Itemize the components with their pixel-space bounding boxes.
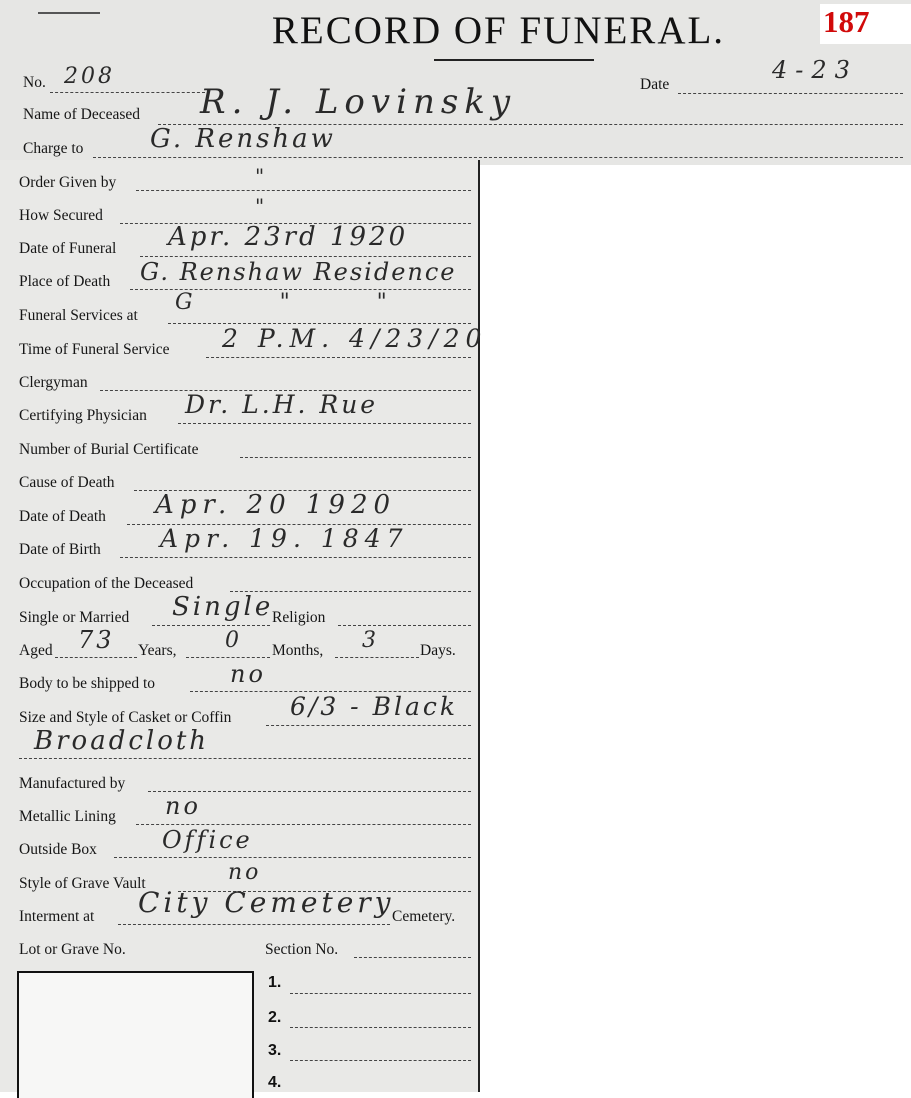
days-label: Days. — [420, 642, 456, 659]
burial-certificate-label: Number of Burial Certificate — [19, 441, 199, 458]
section-line-2 — [290, 1027, 471, 1028]
how-secured-value: " — [255, 194, 268, 218]
certifying-physician-value: Dr. L.H. Rue — [185, 390, 379, 419]
lot-or-grave-label: Lot or Grave No. — [19, 941, 126, 958]
aged-days-value: 3 — [362, 628, 379, 653]
time-of-funeral-service-line — [206, 357, 471, 358]
title-rule — [434, 59, 594, 61]
section-line-4-label: 4. — [268, 1074, 282, 1091]
size-and-style-line — [266, 725, 471, 726]
name-of-deceased-label: Name of Deceased — [23, 106, 141, 123]
interment-at-line — [118, 924, 390, 925]
aged-years-line — [55, 657, 137, 658]
aged-days-line — [335, 657, 419, 658]
date-label: Date — [640, 76, 670, 93]
date-of-funeral-line — [140, 256, 471, 257]
name-of-deceased-value: R. J. Lovinsky — [200, 82, 517, 122]
religion-label: Religion — [272, 609, 326, 626]
charge-to-line — [93, 157, 903, 158]
page-number: 187 — [820, 4, 911, 44]
form-title: RECORD OF FUNERAL. — [271, 9, 726, 52]
metallic-lining-label: Metallic Lining — [19, 808, 116, 825]
charge-to-label: Charge to — [23, 140, 84, 157]
outside-box-label: Outside Box — [19, 841, 97, 858]
size-and-style-value-2: Broadcloth — [34, 726, 210, 756]
no-value: 208 — [64, 64, 115, 89]
certifying-physician-label: Certifying Physician — [19, 407, 147, 424]
cemetery-label: Cemetery. — [392, 908, 456, 925]
date-of-birth-line — [120, 557, 471, 558]
style-of-grave-vault-label: Style of Grave Vault — [19, 875, 146, 892]
date-of-birth-label: Date of Birth — [19, 541, 101, 558]
single-or-married-line — [152, 625, 270, 626]
place-of-death-value: G. Renshaw Residence — [140, 258, 457, 286]
order-given-by-value: " — [255, 164, 268, 188]
date-value: 4-23 — [772, 56, 858, 84]
body-to-be-shipped-value: no — [230, 660, 266, 688]
interment-at-value: City Cemetery — [138, 886, 395, 919]
size-and-style-label: Size and Style of Casket or Coffin — [19, 709, 232, 726]
metallic-lining-value: no — [165, 792, 201, 820]
no-line — [50, 92, 205, 93]
cause-of-death-label: Cause of Death — [19, 474, 115, 491]
section-line-3-label: 3. — [268, 1042, 282, 1059]
body-to-be-shipped-label: Body to be shipped to — [19, 675, 156, 692]
years-label: Years, — [138, 642, 177, 659]
clergyman-label: Clergyman — [19, 374, 88, 391]
single-or-married-value: Single — [172, 592, 274, 622]
size-and-style-line-2 — [19, 758, 471, 759]
time-of-funeral-service-label: Time of Funeral Service — [19, 341, 170, 358]
date-of-funeral-value: Apr. 23rd 1920 — [168, 222, 409, 252]
time-of-funeral-service-value: 2 P.M. 4/23/20 — [222, 324, 488, 353]
single-or-married-label: Single or Married — [19, 609, 130, 626]
interment-at-label: Interment at — [19, 908, 95, 925]
aged-months-line — [186, 657, 270, 658]
no-label: No. — [23, 74, 46, 91]
section-line-3 — [290, 1060, 471, 1061]
date-of-death-label: Date of Death — [19, 508, 106, 525]
section-no-label: Section No. — [265, 941, 339, 958]
place-of-death-label: Place of Death — [19, 273, 111, 290]
burial-certificate-line — [240, 457, 471, 458]
date-of-death-value: Apr. 20 1920 — [155, 490, 397, 520]
lot-grave-box — [17, 971, 254, 1098]
manufactured-by-label: Manufactured by — [19, 775, 126, 792]
order-given-by-line — [136, 190, 471, 191]
charge-to-value: G. Renshaw — [150, 124, 336, 154]
outside-box-value: Office — [162, 826, 253, 854]
date-of-funeral-label: Date of Funeral — [19, 240, 117, 257]
aged-label: Aged — [19, 642, 53, 659]
aged-years-value: 73 — [78, 626, 115, 654]
religion-line — [338, 625, 471, 626]
date-line — [678, 93, 903, 94]
style-of-grave-vault-value: no — [228, 860, 262, 885]
date-of-birth-value: Apr. 19. 1847 — [160, 524, 409, 553]
occupation-label: Occupation of the Deceased — [19, 575, 194, 592]
outside-box-line — [114, 857, 471, 858]
funeral-services-at-value: G " " — [175, 290, 427, 315]
section-line-1 — [290, 993, 471, 994]
section-line-1-label: 1. — [268, 974, 282, 991]
how-secured-label: How Secured — [19, 207, 103, 224]
metallic-lining-line — [136, 824, 471, 825]
funeral-services-at-label: Funeral Services at — [19, 307, 138, 324]
order-given-by-label: Order Given by — [19, 174, 117, 191]
certifying-physician-line — [178, 423, 471, 424]
months-label: Months, — [272, 642, 324, 659]
section-line-2-label: 2. — [268, 1009, 282, 1026]
size-and-style-value: 6/3 - Black — [290, 692, 458, 721]
aged-months-value: 0 — [225, 628, 242, 653]
section-no-line — [354, 957, 471, 958]
